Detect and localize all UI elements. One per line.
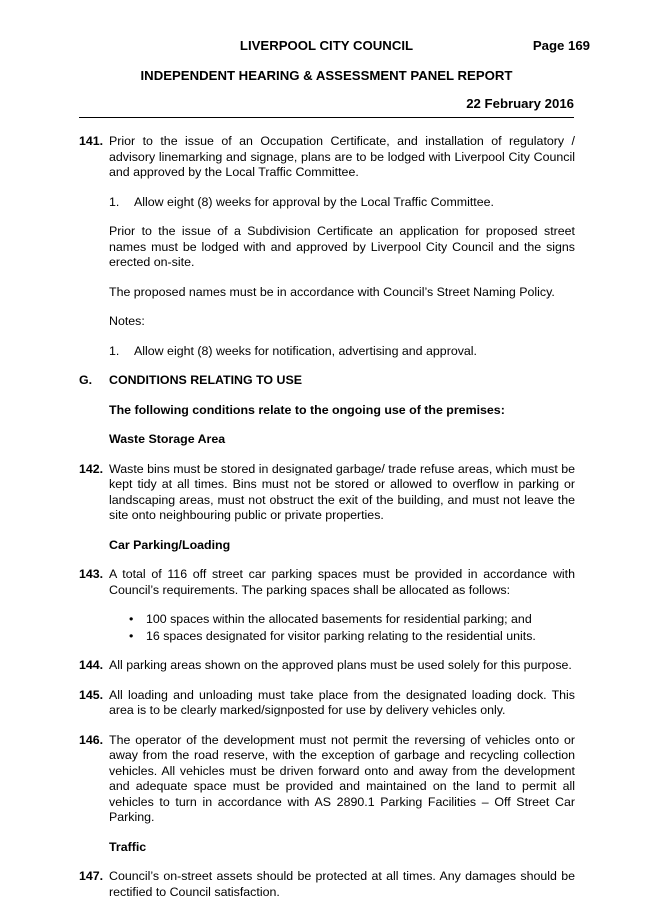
notes-label: Notes: <box>109 314 145 328</box>
condition-142 <box>79 462 575 524</box>
section-title: CONDITIONS RELATING TO USE <box>109 373 302 387</box>
item-number: 1. <box>109 194 120 209</box>
condition-141 <box>79 134 575 181</box>
condition-number: 143. <box>79 567 104 581</box>
subheading-traffic: Traffic <box>109 839 147 854</box>
header-page-number: Page 169 <box>532 38 590 53</box>
bullet-symbol: • <box>129 612 134 626</box>
street-naming-paragraph: The proposed names must be in accordance with Council’s Street Naming Policy. <box>109 284 555 299</box>
condition-145 <box>79 688 575 719</box>
header-report-title: INDEPENDENT HEARING & ASSESSMENT PANEL REPORT <box>140 68 513 83</box>
bullet-item <box>79 629 575 645</box>
condition-number: 144. <box>79 658 104 672</box>
condition-147 <box>79 869 575 900</box>
bullet-item <box>79 612 575 628</box>
condition-number: 145. <box>79 687 104 702</box>
condition-number: 141. <box>79 134 104 148</box>
condition-number: 142. <box>79 461 104 476</box>
condition-text: All parking areas shown on the approved plans must be used solely for this purpose. <box>109 658 572 672</box>
bullet-text: 16 spaces designated for visitor parking relating to the residential units. <box>146 628 536 643</box>
document-body <box>79 134 575 914</box>
condition-text: A total of 116 off street car parking spaces must be provided in accordance with Council’s requirements. The parking spaces shall be allocated as follows: <box>109 567 575 597</box>
section-intro: The following conditions relate to the ongoing use of the premises: <box>109 402 505 417</box>
section-letter: G. <box>79 373 93 387</box>
condition-number: 147. <box>79 869 104 883</box>
bullet-symbol: • <box>129 628 134 643</box>
header-rule <box>79 117 574 118</box>
condition-144 <box>79 658 575 674</box>
condition-143 <box>79 567 575 598</box>
subdivision-paragraph: Prior to the issue of a Subdivision Certificate an application for proposed street names must be lodged with and approved by Liverpool City Council and the signs erected on-site. <box>109 224 575 269</box>
subheading-parking: Car Parking/Loading <box>109 537 231 552</box>
bullet-text: 100 spaces within the allocated basements for residential parking; and <box>146 612 532 626</box>
condition-text: Prior to the issue of an Occupation Certificate, and installation of regulatory / advisory linemarking and signage, plans are to be lodged with Liverpool City Council and approved by the Local Traffic Committee. <box>109 134 575 179</box>
condition-text: The operator of the development must not permit the reversing of vehicles onto or away from the road reserve, with the exception of garbage and recycling collection vehicles. All vehicles must be driven forward onto and away from the development and adequate space must be provided and maintained on the land to permit all vehicles to turn in accordance with AS 2890.1 Parking Facilities – Off Street Car Parking. <box>109 732 575 824</box>
subheading-waste: Waste Storage Area <box>109 432 226 446</box>
condition-text: Waste bins must be stored in designated garbage/ trade refuse areas, which must be kept tidy at all times. Bins must not be stored or allowed to overflow in parking or landscaping areas, must not obstruct the exit of the building, and must not leave the site onto neighbouring public or private properties. <box>109 461 575 522</box>
condition-number: 146. <box>79 732 104 747</box>
numbered-item <box>79 195 575 211</box>
header-council: LIVERPOOL CITY COUNCIL <box>239 38 414 53</box>
condition-text: All loading and unloading must take place from the designated loading dock. This area is to be clearly marked/signposted for use by delivery vehicles only. <box>109 687 575 717</box>
section-heading <box>79 373 575 389</box>
item-text: Allow eight (8) weeks for approval by the Local Traffic Committee. <box>134 194 494 209</box>
numbered-item <box>79 344 575 360</box>
condition-text: Council’s on-street assets should be protected at all times. Any damages should be rectified to Council satisfaction. <box>109 869 575 899</box>
condition-146 <box>79 733 575 826</box>
item-text: Allow eight (8) weeks for notification, advertising and approval. <box>134 343 477 358</box>
header-date: 22 February 2016 <box>466 96 574 111</box>
bullet-list <box>79 612 575 644</box>
item-number: 1. <box>109 343 120 358</box>
